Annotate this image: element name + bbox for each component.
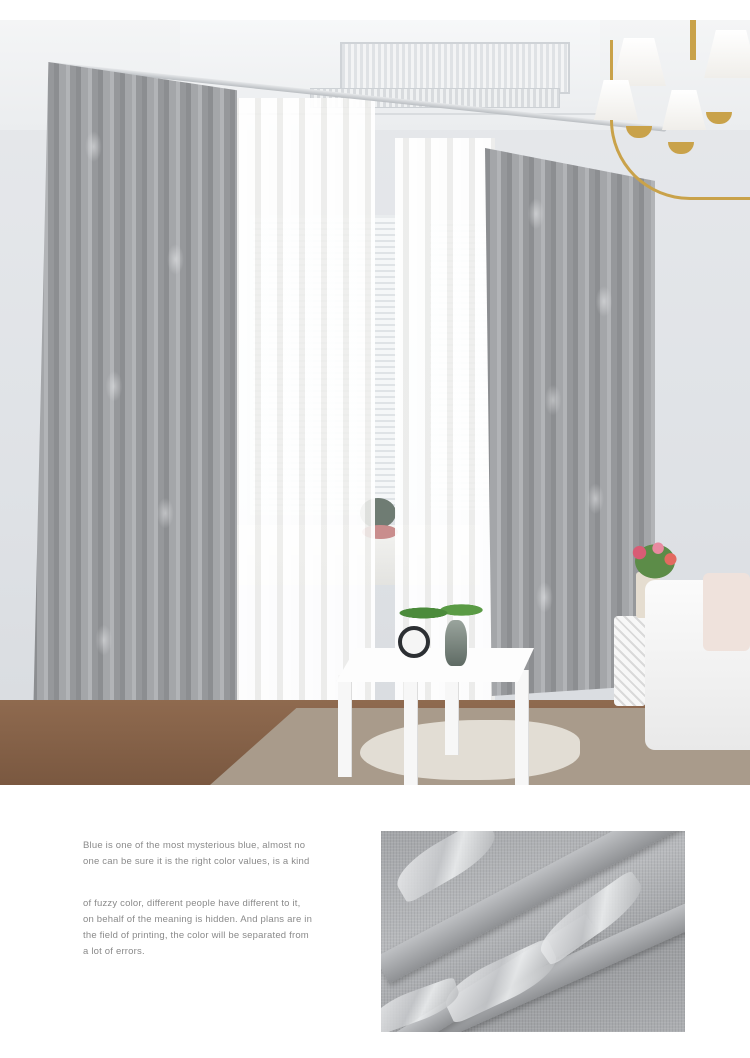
- description-line: on behalf of the meaning is hidden. And plans are in: [83, 914, 313, 925]
- grey-curtain-right: [485, 148, 655, 696]
- silver-leaf-icon: [389, 831, 503, 904]
- air-conditioner-vent: [340, 42, 570, 94]
- rug-leaf-pattern: [360, 720, 580, 780]
- side-table-top: [336, 648, 534, 682]
- wire-side-table: [614, 616, 646, 706]
- product-description: [83, 838, 343, 960]
- flowers-icon: [624, 535, 686, 579]
- plant-icon: [395, 598, 490, 628]
- clock-icon: [398, 626, 430, 658]
- curtain-room-photo: [0, 20, 750, 785]
- table-leg: [445, 670, 459, 755]
- sofa-pillow: [703, 573, 750, 651]
- table-leg: [515, 670, 529, 785]
- table-leg: [404, 680, 418, 785]
- description-line: the field of printing, the color will be separated from: [83, 930, 309, 941]
- fabric-closeup-photo: [381, 831, 685, 1032]
- description-line: a lot of errors.: [83, 946, 145, 957]
- description-line: one can be sure it is the right color values, is a kind: [83, 856, 310, 867]
- vase-icon: [445, 620, 467, 666]
- grey-curtain-left: [32, 62, 237, 767]
- sheer-curtain-left: [225, 98, 375, 738]
- description-line: of fuzzy color, different people have different to it,: [83, 898, 301, 909]
- description-line: Blue is one of the most mysterious blue, almost no: [83, 840, 306, 851]
- table-leg: [338, 675, 352, 777]
